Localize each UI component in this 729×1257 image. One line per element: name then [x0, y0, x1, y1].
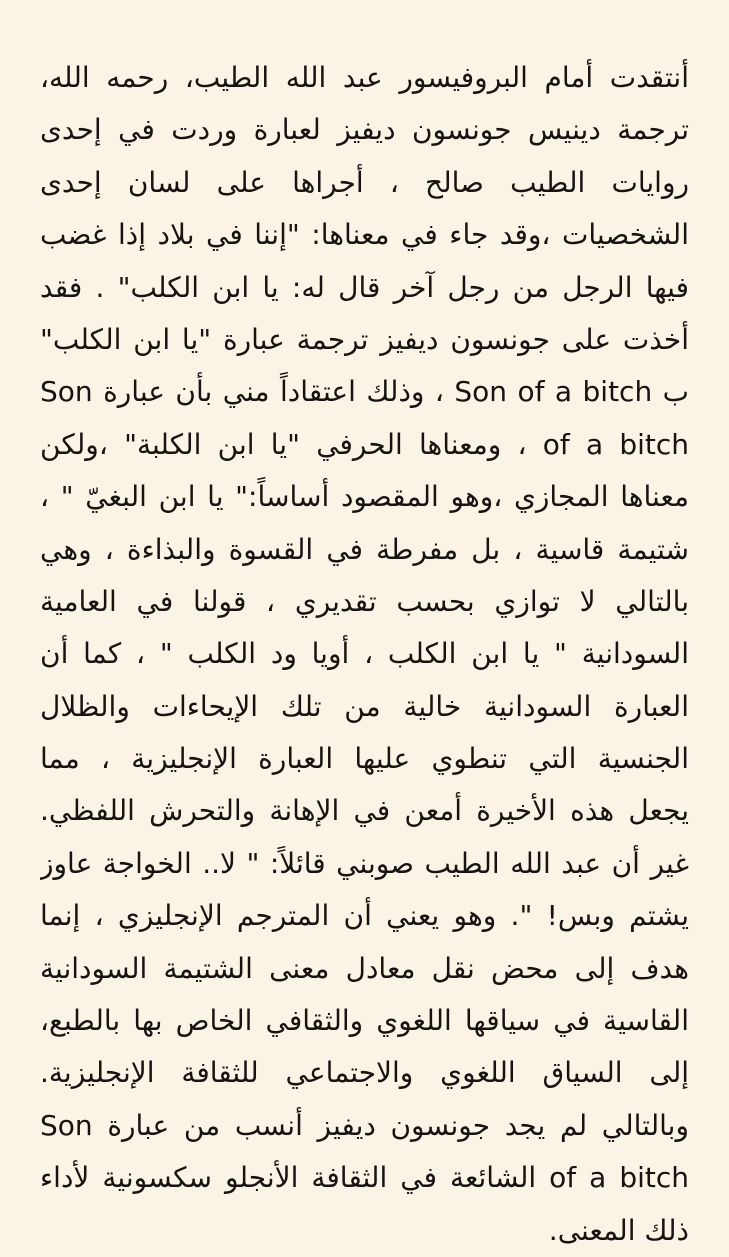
text-line: غير أن عبد الله الطيب صوبني قائلاً: " لا.. الخواجة عاوز	[40, 846, 689, 880]
text-line: of a bitch ، ومعناها الحرفي "يا ابن الكلبة" ،ولكن	[40, 427, 689, 461]
text-line: فيها الرجل من رجل آخر قال له: يا ابن الكلب" . فقد	[40, 270, 689, 304]
text-line: of a bitch الشائعة في الثقافة الأنجلو سكسونية لأداء	[40, 1161, 689, 1195]
text-line: ب Son of a bitch ، وذلك اعتقاداً مني بأن عبارة Son	[40, 375, 689, 409]
text-line: القاسية في سياقها اللغوي والثقافي الخاص بها بالطبع،	[40, 1004, 689, 1038]
text-line: هدف إلى محض نقل معادل معنى الشتيمة السودانية	[40, 951, 689, 985]
text-line: وبالتالي لم يجد جونسون ديفيز أنسب من عبارة Son	[40, 1108, 689, 1142]
text-line: ذلك المعنى.	[548, 1213, 689, 1247]
text-line: الشخصيات ،وقد جاء في معناها: "إننا في بلاد إذا غضب	[40, 218, 689, 252]
text-line: روايات الطيب صالح ، أجراها على لسان إحدى	[40, 165, 689, 199]
text-line: أخذت على جونسون ديفيز ترجمة عبارة "يا ابن الكلب"	[40, 322, 689, 356]
text-line: إلى السياق اللغوي والاجتماعي للثقافة الإنجليزية.	[40, 1056, 689, 1090]
text-line: شتيمة قاسية ، بل مفرطة في القسوة والبذاءة ، وهي	[40, 532, 689, 566]
text-line: أنتقدت أمام البروفيسور عبد الله الطيب، رحمه الله،	[40, 61, 689, 94]
text-line: السودانية " يا ابن الكلب ، أويا ود الكلب " ، كما أن	[40, 637, 689, 671]
text-line: ترجمة دينيس جونسون ديفيز لعبارة وردت في إحدى	[40, 113, 689, 147]
text-line: يشتم وبس! ". وهو يعني أن المترجم الإنجليزي ، إنما	[40, 899, 689, 933]
text-line: يجعل هذه الأخيرة أمعن في الإهانة والتحرش اللفظي.	[40, 794, 689, 828]
text-line: العبارة السودانية خالية من تلك الإيحاءات والظلال	[40, 689, 689, 723]
text-line: معناها المجازي ،وهو المقصود أساساً:" يا ابن البغيّ " ،	[40, 480, 689, 514]
text-line: بالتالي لا توازي بحسب تقديري ، قولنا في العامية	[40, 584, 689, 618]
text-line: الجنسية التي تنطوي عليها العبارة الإنجليزية ، مما	[40, 742, 689, 776]
